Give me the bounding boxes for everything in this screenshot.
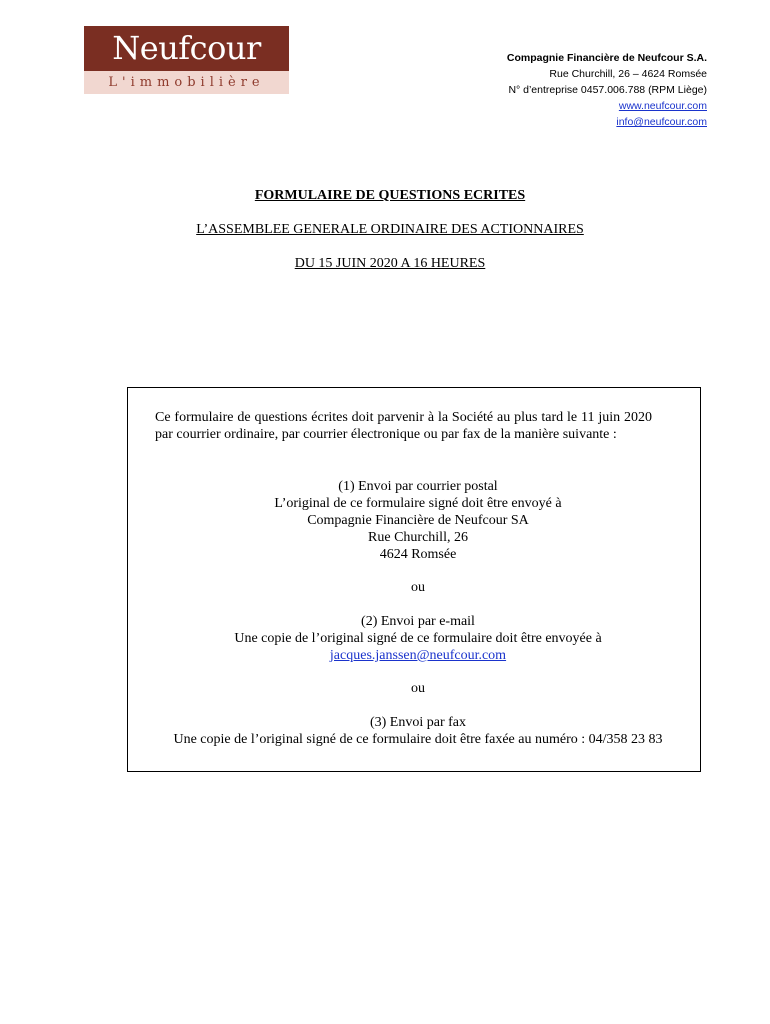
instructions-box xyxy=(127,387,701,772)
postal-line2: Compagnie Financière de Neufcour SA xyxy=(307,513,529,528)
intro-paragraph: Ce formulaire de questions écrites doit parvenir à la Société au plus tard le 11 juin 2020 par courrier ordinaire, par courrier électronique ou par fax de la manière suivante : xyxy=(155,410,652,442)
website-link[interactable]: www.neufcour.com xyxy=(618,100,707,112)
company-header xyxy=(507,50,707,130)
or-separator-2: ou xyxy=(411,681,425,696)
company-address: Rue Churchill, 26 – 4624 Romsée xyxy=(549,68,707,80)
form-title: FORMULAIRE DE QUESTIONS ECRITES xyxy=(254,188,526,203)
email-heading: (2) Envoi par e-mail xyxy=(361,614,475,629)
postal-line4: 4624 Romsée xyxy=(379,547,457,562)
or-separator-1: ou xyxy=(411,580,425,595)
email-address-link[interactable]: jacques.janssen@neufcour.com xyxy=(329,648,507,663)
fax-heading: (3) Envoi par fax xyxy=(369,715,467,730)
email-line1: Une copie de l’original signé de ce formulaire doit être envoyée à xyxy=(234,631,602,646)
postal-line3: Rue Churchill, 26 xyxy=(368,530,468,545)
assembly-date: DU 15 JUIN 2020 A 16 HEURES xyxy=(294,256,486,271)
company-logo xyxy=(84,26,289,94)
enterprise-number: N° d’entreprise 0457.006.788 (RPM Liège) xyxy=(508,84,707,96)
email-link[interactable]: info@neufcour.com xyxy=(616,116,707,128)
postal-line1: L’original de ce formulaire signé doit être envoyé à xyxy=(274,496,562,511)
fax-line1: Une copie de l’original signé de ce formulaire doit être faxée au numéro : 04/358 23 83 xyxy=(173,732,663,747)
logo-name: Neufcour xyxy=(84,26,289,71)
logo-tagline: L'immobilière xyxy=(84,71,289,94)
postal-heading: (1) Envoi par courrier postal xyxy=(338,479,498,494)
assembly-title: L’ASSEMBLEE GENERALE ORDINAIRE DES ACTIONNAIRES xyxy=(196,222,584,237)
company-name: Compagnie Financière de Neufcour S.A. xyxy=(506,52,707,64)
